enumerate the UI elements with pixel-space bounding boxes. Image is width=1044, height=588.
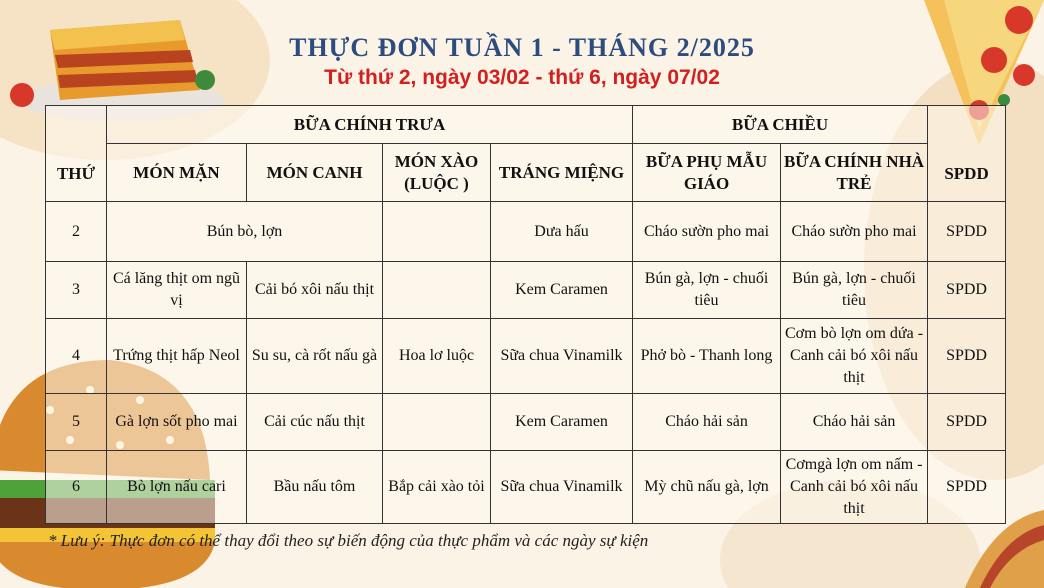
cell-thu: 2 — [46, 202, 107, 262]
table-row — [46, 202, 1006, 262]
header-spdd: SPDD — [928, 106, 1006, 202]
cell-spdd: SPDD — [928, 319, 1006, 394]
cell-trang-mieng: Kem Caramen — [491, 262, 633, 319]
cell-thu: 5 — [46, 394, 107, 451]
footnote: * Lưu ý: Thực đơn có thể thay đổi theo sự biến động của thực phẩm và các ngày sự kiện — [48, 531, 649, 550]
table-row — [46, 319, 1006, 394]
cell-trang-mieng: Sữa chua Vinamilk — [491, 451, 633, 524]
table-row — [46, 262, 1006, 319]
cell-trang-mieng: Kem Caramen — [491, 394, 633, 451]
cell-spdd: SPDD — [928, 202, 1006, 262]
page-title: THỰC ĐƠN TUẦN 1 - THÁNG 2/2025 — [289, 33, 755, 62]
header-trang-mieng: TRÁNG MIỆNG — [491, 144, 633, 202]
cell-mon-xao — [383, 394, 491, 451]
cell-mon-canh: Cải bó xôi nấu thịt — [247, 262, 383, 319]
cell-bua-phu: Cháo sườn pho mai — [633, 202, 781, 262]
cell-spdd: SPDD — [928, 394, 1006, 451]
cell-trang-mieng: Sữa chua Vinamilk — [491, 319, 633, 394]
cell-mon-man: Gà lợn sốt pho mai — [107, 394, 247, 451]
header-mon-canh: MÓN CANH — [247, 144, 383, 202]
cell-mon-man: Bò lợn nấu cari — [107, 451, 247, 524]
cell-spdd: SPDD — [928, 451, 1006, 524]
cell-thu: 6 — [46, 451, 107, 524]
table-row — [46, 394, 1006, 451]
cell-mon-man-canh: Bún bò, lợn — [107, 202, 383, 262]
header-thu: THỨ — [46, 106, 107, 202]
header-bua-chinh-nha-tre: BỮA CHÍNH NHÀ TRẺ — [781, 144, 928, 202]
header-bua-chinh-trua: BỮA CHÍNH TRƯA — [107, 106, 633, 144]
cell-mon-xao — [383, 202, 491, 262]
cell-mon-canh: Bầu nấu tôm — [247, 451, 383, 524]
weekly-menu-table — [45, 105, 1006, 524]
cell-bua-chinh: Cơm bò lợn om dứa - Canh cải bó xôi nấu thịt — [781, 319, 928, 394]
cell-spdd: SPDD — [928, 262, 1006, 319]
cell-mon-xao: Hoa lơ luộc — [383, 319, 491, 394]
cell-mon-xao — [383, 262, 491, 319]
cell-mon-man: Trứng thịt hấp Neol — [107, 319, 247, 394]
cell-mon-xao: Bắp cải xào tỏi — [383, 451, 491, 524]
table-row — [46, 451, 1006, 524]
cell-thu: 3 — [46, 262, 107, 319]
date-range-subtitle: Từ thứ 2, ngày 03/02 - thứ 6, ngày 07/02 — [324, 66, 720, 89]
cell-bua-phu: Bún gà, lợn - chuối tiêu — [633, 262, 781, 319]
cell-bua-chinh: Cháo sườn pho mai — [781, 202, 928, 262]
header-mon-man: MÓN MẶN — [107, 144, 247, 202]
cell-bua-phu: Cháo hải sản — [633, 394, 781, 451]
cell-bua-chinh: Cháo hải sản — [781, 394, 928, 451]
cell-bua-chinh: Bún gà, lợn - chuối tiêu — [781, 262, 928, 319]
header-bua-chieu: BỮA CHIỀU — [633, 106, 928, 144]
header-mon-xao: MÓN XÀO (LUỘC ) — [383, 144, 491, 202]
cell-bua-phu: Phở bò - Thanh long — [633, 319, 781, 394]
cell-trang-mieng: Dưa hấu — [491, 202, 633, 262]
cell-mon-canh: Cải cúc nấu thịt — [247, 394, 383, 451]
cell-thu: 4 — [46, 319, 107, 394]
cell-mon-canh: Su su, cà rốt nấu gà — [247, 319, 383, 394]
header-bua-phu-mau-giao: BỮA PHỤ MẪU GIÁO — [633, 144, 781, 202]
cell-bua-chinh: Cơmgà lợn om nấm - Canh cải bó xôi nấu thịt — [781, 451, 928, 524]
cell-mon-man: Cá lăng thịt om ngũ vị — [107, 262, 247, 319]
cell-bua-phu: Mỳ chũ nấu gà, lợn — [633, 451, 781, 524]
